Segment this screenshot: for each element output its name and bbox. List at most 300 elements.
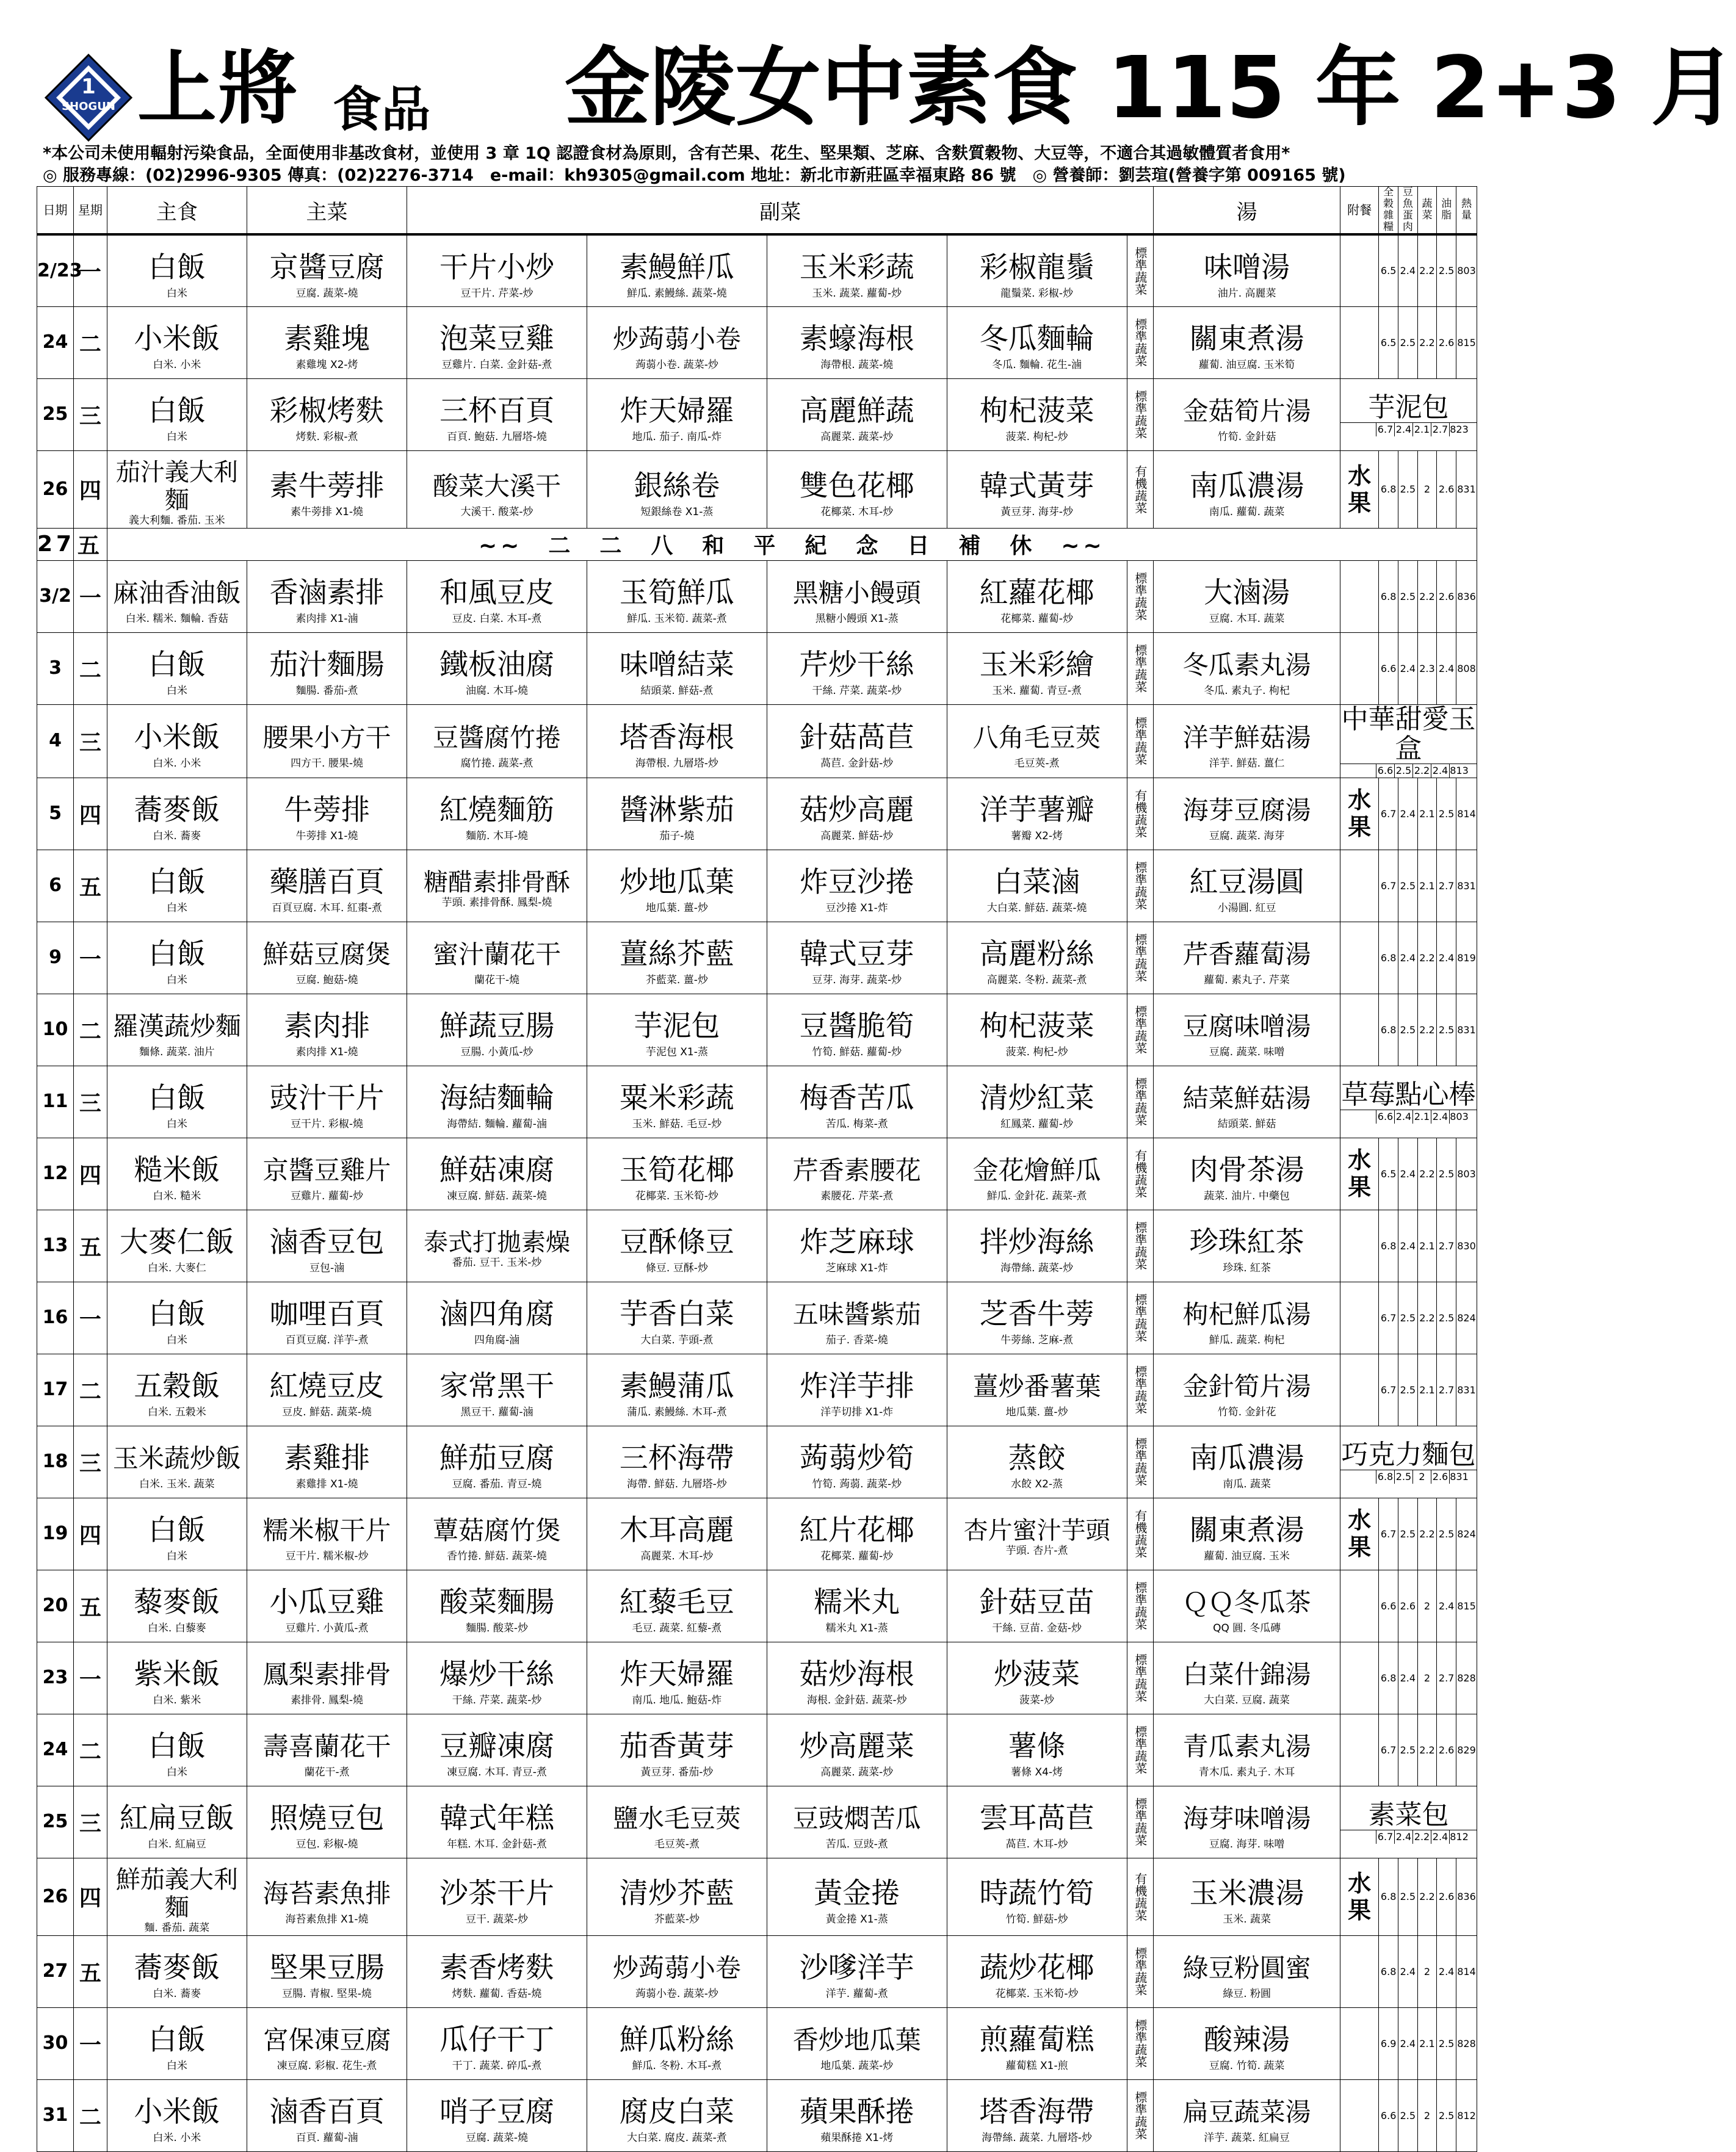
dish-name: 芹炒干絲 [799, 648, 914, 682]
header-main: 主食 [107, 187, 247, 235]
soup-cell [1154, 450, 1340, 528]
side-cell-1 [407, 450, 587, 528]
dish-name: 芋泥包 [634, 1009, 720, 1043]
dish [587, 1576, 767, 1636]
dish-ingredients: 菠菜. 枸杞-炒 [1005, 1046, 1068, 1058]
fruit-cell: 水果 [1340, 1858, 1379, 1935]
dish [407, 1648, 587, 1708]
menu-row [37, 704, 1477, 778]
snack-cell [1340, 1066, 1477, 1138]
dish-name: 三杯百頁 [439, 394, 555, 428]
side-cell-3 [767, 1935, 947, 2007]
dish-ingredients: 蒲瓜. 素鰻絲. 木耳-煮 [627, 1406, 727, 1418]
side-cell-2 [587, 704, 767, 778]
dish [407, 460, 587, 519]
dish-name: 瓜仔干丁 [439, 2023, 555, 2057]
dish-ingredients: 芥藍菜. 薑-炒 [645, 974, 708, 986]
dish-name: 關東煮湯 [1189, 322, 1304, 356]
dish [947, 1509, 1127, 1558]
dish [247, 1288, 407, 1348]
dish [247, 928, 407, 988]
nutrition-value: 6.8 [1376, 1470, 1395, 1484]
dish-ingredients: 腐竹捲. 蔬菜-煮 [460, 757, 533, 770]
date-cell: 19 [37, 1498, 74, 1570]
weekday-cell: 四 [74, 778, 107, 850]
dish-name: 干片小炒 [439, 250, 555, 284]
side-cell-1 [407, 778, 587, 850]
dish-name: 素鰻鮮瓜 [619, 250, 734, 284]
dish-ingredients: 白米. 玉米. 蔬菜 [139, 1478, 215, 1490]
nutrition-value: 2.6 [1437, 450, 1456, 528]
dish [107, 856, 247, 915]
entree-cell [247, 234, 407, 306]
dish [947, 1216, 1127, 1276]
side-cell-2 [587, 234, 767, 306]
main-cell [107, 1570, 247, 1642]
dish-ingredients: 白米 [166, 1118, 187, 1130]
side-cell-2 [587, 450, 767, 528]
soup-cell [1154, 1570, 1340, 1642]
dish-name: 堅果豆腸 [269, 1951, 385, 1985]
weekday-cell: 一 [74, 922, 107, 994]
nutrition-value: 6.8 [1379, 1858, 1398, 1935]
dish-name: ＱＱ冬瓜茶 [1182, 1587, 1311, 1617]
dish-name: 腰果小方干 [262, 723, 391, 753]
side-cell-3 [767, 1786, 947, 1858]
side-cell-2 [587, 1935, 767, 2007]
dish-name: 糙米飯 [134, 1154, 220, 1187]
dish-ingredients: 凍豆腐. 木耳. 青豆-煮 [447, 1766, 547, 1778]
entree-cell [247, 1354, 407, 1426]
dish [1154, 928, 1340, 988]
dish-name: 素雞塊 [284, 322, 371, 356]
dish-ingredients: 干丁. 蔬菜. 碎瓜-煮 [452, 2060, 542, 2072]
dish-ingredients: 白米 [166, 287, 187, 300]
dish-ingredients: 白米. 糙米 [153, 1190, 201, 1202]
soup-cell [1154, 704, 1340, 778]
nutrition-value: 2 [1417, 1935, 1437, 2007]
dish-ingredients: 大白菜. 腐皮. 蔬菜-煮 [627, 2132, 727, 2144]
main-cell [107, 1498, 247, 1570]
dish [247, 784, 407, 843]
nutrition-value: 6.8 [1379, 1210, 1398, 1282]
side-cell-1 [407, 1354, 587, 1426]
dish [407, 1360, 587, 1420]
vegetable-type: 標準蔬菜 [1127, 306, 1154, 378]
header-entree: 主菜 [247, 187, 407, 235]
dish-ingredients: 南瓜. 蘿蔔. 蔬菜 [1209, 505, 1285, 518]
dish-ingredients: 大溪干. 酸菜-炒 [460, 505, 533, 518]
menu-row [37, 1066, 1477, 1138]
nutrition-value: 2.6 [1398, 1570, 1417, 1642]
dish-ingredients: 豆腐. 木耳. 蔬菜 [1209, 613, 1285, 625]
dish [107, 312, 247, 372]
dish [407, 711, 587, 771]
vegetable-type: 有機蔬菜 [1127, 778, 1154, 850]
side-cell-2 [587, 1786, 767, 1858]
dish-ingredients: 大白菜. 豆腐. 蔬菜 [1204, 1694, 1290, 1706]
dish-name: 雲耳萵苣 [979, 1802, 1094, 1835]
dish-ingredients: 豆皮. 白菜. 木耳-煮 [452, 613, 542, 625]
dish-ingredients: 洋芋. 鮮菇. 薑仁 [1209, 757, 1285, 770]
date-cell: 31 [37, 2079, 74, 2151]
brand-name: 上將 [137, 42, 299, 135]
vegetable-type: 標準蔬菜 [1127, 1935, 1154, 2007]
dish-name: 韓式黃芽 [979, 469, 1094, 503]
header-weekday: 星期 [74, 187, 107, 235]
side-cell-3 [767, 1426, 947, 1498]
entree-cell [247, 1570, 407, 1642]
entree-cell [247, 2079, 407, 2151]
dish-ingredients: 豆包. 彩椒-燒 [295, 1838, 358, 1851]
dish [407, 1941, 587, 2001]
nutrition-value: 828 [1456, 2007, 1477, 2079]
dish [407, 928, 587, 988]
dish-name: 酸菜大溪干 [433, 471, 562, 501]
dish [247, 1648, 407, 1708]
dish [1154, 241, 1340, 301]
nutrition-value: 2.4 [1398, 1935, 1417, 2007]
dish-ingredients: 高麗菜. 冬粉. 蔬菜-煮 [986, 974, 1087, 986]
dish-name: 煎蘿蔔糕 [979, 2023, 1094, 2057]
nutrition-value: 812 [1456, 2079, 1477, 2151]
nutrition-value: 2.1 [1417, 850, 1437, 922]
nutrition-value: 831 [1456, 1354, 1477, 1426]
nutrition-value: 824 [1456, 1282, 1477, 1354]
dish-name: 小米飯 [134, 2095, 220, 2129]
dish-ingredients: 麵腸. 酸菜-炒 [466, 1622, 528, 1634]
dish [407, 1720, 587, 1780]
side-cell-1 [407, 704, 587, 778]
dish-ingredients: 豆腸. 小黃瓜-炒 [460, 1046, 533, 1058]
dish-name: 粟米彩蔬 [619, 1081, 734, 1115]
dish-ingredients: 素肉排 X1-燒 [295, 1046, 358, 1058]
dish [587, 2085, 767, 2145]
dish-ingredients: 海根. 金針菇. 蔬菜-炒 [806, 1694, 907, 1706]
dish [587, 566, 767, 626]
dish [247, 1216, 407, 1276]
menu-row [37, 378, 1477, 450]
dish-ingredients: 白米 [166, 974, 187, 986]
date-cell: 18 [37, 1426, 74, 1498]
header-side: 副菜 [407, 187, 1154, 235]
dish-name: 炒地瓜葉 [619, 865, 734, 899]
dish-ingredients: 豆腐. 蔬菜-燒 [466, 2132, 528, 2144]
dish [767, 2013, 947, 2073]
dish-name: 豉汁干片 [269, 1081, 385, 1115]
dish-name: 藜麥飯 [134, 1586, 220, 1619]
dish-ingredients: 洋芋. 蔬菜. 紅扁豆 [1204, 2132, 1290, 2144]
nutrition-value: 2.5 [1437, 1498, 1456, 1570]
vegetable-type: 有機蔬菜 [1127, 1138, 1154, 1210]
dish-ingredients: 白米. 紫米 [153, 1694, 201, 1706]
dish-name: 紅豆湯圓 [1189, 865, 1304, 899]
date-cell: 6 [37, 850, 74, 922]
side-cell-4 [947, 2007, 1127, 2079]
side-cell-2 [587, 994, 767, 1066]
side-cell-3 [767, 2007, 947, 2079]
dish [947, 241, 1127, 301]
dish-ingredients: 豆雞片. 小黃瓜-煮 [285, 1622, 369, 1634]
dish [1154, 1072, 1340, 1132]
menu-row [37, 560, 1477, 632]
date-cell: 13 [37, 1210, 74, 1282]
side-cell-1 [407, 1935, 587, 2007]
side-cell-4 [947, 1935, 1127, 2007]
dish-name: 薑炒番薯葉 [972, 1371, 1101, 1401]
dish-ingredients: 鮮瓜. 金針花. 蔬菜-煮 [986, 1190, 1087, 1202]
entree-cell [247, 994, 407, 1066]
dish [767, 1360, 947, 1420]
side-cell-4 [947, 1426, 1127, 1498]
dish-name: 炸洋芋排 [799, 1370, 914, 1403]
main-cell [107, 1426, 247, 1498]
dish-ingredients: 地瓜葉. 蔬菜-炒 [820, 2060, 894, 2072]
date-cell: 10 [37, 994, 74, 1066]
dish [107, 451, 247, 528]
side-cell-2 [587, 560, 767, 632]
dish [1154, 1288, 1340, 1348]
dish [247, 1360, 407, 1420]
menu-row [37, 306, 1477, 378]
dish [1154, 566, 1340, 626]
dish-name: 海苔素魚排 [262, 1878, 391, 1908]
dish [107, 784, 247, 843]
side-cell-1 [407, 1642, 587, 1714]
nutrition-value: 6.7 [1379, 778, 1398, 850]
entree-cell [247, 450, 407, 528]
date-cell: 23 [37, 1642, 74, 1714]
dish-ingredients: 蘿蔔. 素丸子. 芹菜 [1204, 974, 1290, 986]
date-cell: 17 [37, 1354, 74, 1426]
nutrition-value: 2.4 [1437, 632, 1456, 704]
nutrition-value: 2.1 [1413, 1110, 1431, 1124]
dish [587, 385, 767, 444]
side-cell-1 [407, 994, 587, 1066]
nutrition-value: 2.5 [1398, 306, 1417, 378]
dish-ingredients: 冬瓜. 素丸子. 枸杞 [1204, 685, 1290, 697]
menu-body [37, 234, 1477, 2151]
dish-ingredients: 年糕. 木耳. 金針菇-煮 [447, 1838, 547, 1851]
main-cell [107, 450, 247, 528]
nutrition-value: 2.6 [1437, 1714, 1456, 1786]
nutrition-value: 6.6 [1376, 764, 1395, 778]
dish [947, 638, 1127, 698]
snack-name: 巧克力麵包 [1341, 1439, 1476, 1470]
nutrition-value: 2.4 [1431, 1110, 1450, 1124]
dish [767, 928, 947, 988]
dish [1154, 1792, 1340, 1852]
dish-name: 味噌結菜 [619, 648, 734, 682]
dish [247, 1000, 407, 1060]
dish [107, 1432, 247, 1492]
dish-name: 玉筍鮮瓜 [619, 576, 734, 610]
dish-ingredients: 菠菜. 枸杞-炒 [1005, 431, 1068, 443]
side-cell-2 [587, 1210, 767, 1282]
side-cell-1 [407, 922, 587, 994]
dish-ingredients: 白米 [166, 902, 187, 914]
side-cell-1 [407, 1714, 587, 1786]
dish [107, 638, 247, 698]
date-cell: 5 [37, 778, 74, 850]
dish-name: 關東煮湯 [1189, 1514, 1304, 1547]
dish-name: 針菇豆苗 [979, 1586, 1094, 1619]
dish [247, 711, 407, 771]
dish-name: 鮮菇豆腐煲 [262, 939, 391, 969]
side-cell-3 [767, 1498, 947, 1570]
dish [947, 1720, 1127, 1780]
nutrition-value: 2.6 [1437, 1858, 1456, 1935]
dish [1154, 1432, 1340, 1492]
dish-name: 酸菜麵腸 [439, 1586, 555, 1619]
side-cell-4 [947, 306, 1127, 378]
nutrition-value: 2.2 [1413, 764, 1431, 778]
side-cell-3 [767, 1714, 947, 1786]
nutrition-value: 6.7 [1376, 423, 1395, 436]
nutrition-value: 2.4 [1398, 922, 1417, 994]
dish [247, 1941, 407, 2001]
dish [767, 1576, 947, 1636]
dish [407, 1288, 587, 1348]
dish-name: 豆醬腐竹捲 [433, 723, 562, 753]
soup-cell [1154, 632, 1340, 704]
dish-ingredients: 豆干片. 糯米椒-炒 [285, 1550, 369, 1562]
dish [1154, 1360, 1340, 1420]
side-cell-3 [767, 1282, 947, 1354]
nutrition-value: 2.5 [1398, 1498, 1417, 1570]
dish-ingredients: 蘭花干-燒 [474, 974, 520, 986]
date-cell: 12 [37, 1138, 74, 1210]
dish-name: 菇炒高麗 [799, 793, 914, 827]
dish [247, 638, 407, 698]
side-cell-4 [947, 1282, 1127, 1354]
vegetable-type: 標準蔬菜 [1127, 2079, 1154, 2151]
dish-name: 玉米蔬炒飯 [112, 1443, 241, 1473]
nutrition-value: 6.6 [1379, 632, 1398, 704]
side-cell-3 [767, 850, 947, 922]
soup-cell [1154, 1426, 1340, 1498]
main-cell [107, 306, 247, 378]
side-cell-2 [587, 2079, 767, 2151]
svg-text:1: 1 [81, 74, 96, 99]
nutrition-value: 2.5 [1437, 234, 1456, 306]
menu-row [37, 528, 1477, 560]
date-cell: 25 [37, 1786, 74, 1858]
nutrition-value: 2.4 [1431, 764, 1450, 778]
dish-name: 味噌湯 [1204, 250, 1290, 284]
dish-ingredients: 豆包-滷 [309, 1262, 345, 1274]
dish [587, 1648, 767, 1708]
nutrition-value: 2.1 [1417, 2007, 1437, 2079]
nutrition-value: 2.5 [1398, 1282, 1417, 1354]
side-cell-4 [947, 778, 1127, 850]
dish-ingredients: 干絲. 豆苗. 金菇-炒 [992, 1622, 1082, 1634]
nutrition-value: 2.3 [1417, 632, 1437, 704]
vegetable-type: 標準蔬菜 [1127, 560, 1154, 632]
side-cell-4 [947, 450, 1127, 528]
dish [947, 1360, 1127, 1420]
dish-name: 爆炒干絲 [439, 1658, 555, 1691]
dish-ingredients: 白米 [166, 1766, 187, 1778]
dish-name: 肉骨茶湯 [1189, 1154, 1304, 1187]
menu-row [37, 2079, 1477, 2151]
dish-ingredients: 玉米. 鮮菇. 毛豆-炒 [632, 1118, 722, 1130]
dish [767, 1072, 947, 1132]
dish-ingredients: 蘿蔔. 油豆腐. 玉米 [1204, 1550, 1290, 1562]
dish-ingredients: 蘋果酥捲 X1-烤 [820, 2132, 894, 2144]
dish [767, 312, 947, 372]
holiday-notice: ~~ 二 二 八 和 平 紀 念 日 補 休 ~~ [107, 528, 1477, 560]
dish-name: 珍珠紅茶 [1189, 1226, 1304, 1259]
dish [587, 1288, 767, 1348]
side-cell-4 [947, 378, 1127, 450]
dish-ingredients: 龍鬚菜. 彩椒-炒 [1000, 287, 1074, 300]
dish-name: 冬瓜麵輪 [979, 322, 1094, 356]
dish-ingredients: 豆腐. 蔬菜. 味噌 [1209, 1046, 1285, 1058]
nutrition-value: 2.2 [1417, 1714, 1437, 1786]
dish-name: 杏片蜜汁芋頭 [963, 1517, 1110, 1545]
side-cell-1 [407, 632, 587, 704]
dish-name: 塔香海帶 [979, 2095, 1094, 2129]
extra-cell [1340, 922, 1379, 994]
extra-cell [1340, 1714, 1379, 1786]
dish-ingredients: 大白菜. 芋頭-煮 [640, 1334, 714, 1346]
dish-name: 玉米濃湯 [1189, 1876, 1304, 1910]
dish-ingredients: 萵苣. 木耳-炒 [1005, 1838, 1068, 1851]
nutrition-value: 815 [1456, 1570, 1477, 1642]
dish-name: 蜜汁蘭花干 [433, 939, 562, 969]
nutrition-value: 836 [1456, 1858, 1477, 1935]
weekday-cell: 一 [74, 1642, 107, 1714]
soup-cell [1154, 1282, 1340, 1354]
dish [947, 856, 1127, 915]
dish-ingredients: 豆芽. 海芽. 蔬菜-炒 [812, 974, 902, 986]
dish-name: 黃金捲 [814, 1876, 900, 1910]
extra-cell [1340, 994, 1379, 1066]
dish [1154, 1216, 1340, 1276]
side-cell-2 [587, 1714, 767, 1786]
dish-name: 茄汁義大利麵 [115, 458, 238, 515]
side-cell-4 [947, 1138, 1127, 1210]
header-nut-protein: 豆魚蛋肉 [1398, 187, 1417, 235]
vegetable-type: 標準蔬菜 [1127, 1066, 1154, 1138]
dish-name: 紅片花椰 [799, 1514, 914, 1547]
soup-cell [1154, 2007, 1340, 2079]
dish [947, 1432, 1127, 1492]
side-cell-1 [407, 1858, 587, 1935]
soup-cell [1154, 560, 1340, 632]
vegetable-type: 標準蔬菜 [1127, 1426, 1154, 1498]
dish [1154, 711, 1340, 771]
dish [587, 241, 767, 301]
nutrition-value: 2.2 [1413, 1830, 1431, 1844]
dish [587, 460, 767, 519]
side-cell-4 [947, 1714, 1127, 1786]
dish [407, 312, 587, 372]
dish-name: 沙嗲洋芋 [799, 1951, 914, 1985]
vegetable-type: 標準蔬菜 [1127, 1714, 1154, 1786]
dish [587, 1720, 767, 1780]
nutrition-value: 6.7 [1379, 1714, 1398, 1786]
dish-ingredients: 花椰菜. 木耳-炒 [820, 505, 894, 518]
dish-name: 鮮菇凍腐 [439, 1154, 555, 1187]
dish [407, 1792, 587, 1852]
side-cell-2 [587, 1426, 767, 1498]
dish [407, 784, 587, 843]
dish-name: 金菇筍片湯 [1182, 396, 1311, 426]
dish-ingredients: 條豆. 豆酥-炒 [645, 1262, 708, 1274]
menu-row [37, 2007, 1477, 2079]
